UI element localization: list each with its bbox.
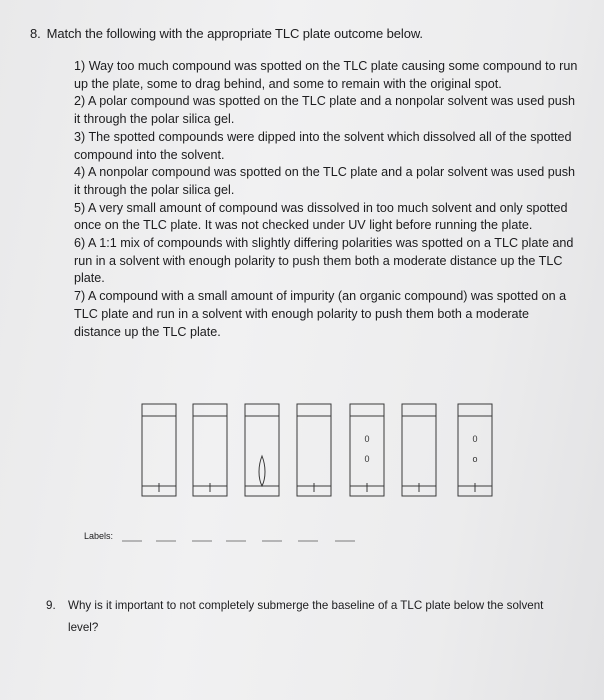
spot-label: o <box>472 454 478 464</box>
tlc-plate-3 <box>245 404 279 496</box>
tlc-plate-7 <box>458 404 492 496</box>
question-text: Why is it important to not completely submerge the baseline of a TLC plate below the solvent level? <box>68 599 544 634</box>
labels-caption: Labels: <box>84 531 114 541</box>
spot-label: 0 <box>364 434 370 444</box>
tlc-plate-1 <box>142 404 176 496</box>
tlc-plate-4 <box>297 404 331 496</box>
spot-label: 0 <box>472 434 478 444</box>
question-number: 8. <box>30 26 41 41</box>
statement-4: 4) A nonpolar compound was spotted on the TLC plate and a polar solvent was used push it through the polar silica gel. <box>74 165 576 197</box>
spot-label: 0 <box>364 454 370 464</box>
statement-2: 2) A polar compound was spotted on the TLC plate and a nonpolar solvent was used push it through the polar silica gel. <box>74 94 576 127</box>
statement-7: 7) A compound with a small amount of impurity (an organic compound) was spotted on a TLC plate and run in a solvent with enough polarity to push them both a moderate distance up the TLC plate. <box>74 289 567 339</box>
question-number: 9. <box>46 599 56 612</box>
statement-3: 3) The spotted compounds were dipped into the solvent which dissolved all of the spotted compound into the solvent. <box>74 129 572 162</box>
statement-1: 1) Way too much compound was spotted on the TLC plate causing some compound to run up the plate, some to drag behind, and some to remain with the original spot. <box>74 59 578 91</box>
statement-6: 6) A 1:1 mix of compounds with slightly differing polarities was spotted on a TLC plate and run in a solvent with enough polarity to push them both a moderate distance up the TLC plate. <box>74 236 574 286</box>
tlc-plate-6 <box>402 404 436 496</box>
question-9 <box>46 595 576 639</box>
tlc-plate-2 <box>193 404 227 496</box>
statement-5: 5) A very small amount of compound was dissolved in too much solvent and only spotted once on the TLC plate. It was not checked under UV light before running the plate. <box>74 200 568 233</box>
tlc-plate-5 <box>350 404 384 496</box>
streak-spot <box>259 456 265 486</box>
question-text: Match the following with the appropriate TLC plate outcome below. <box>46 26 423 41</box>
